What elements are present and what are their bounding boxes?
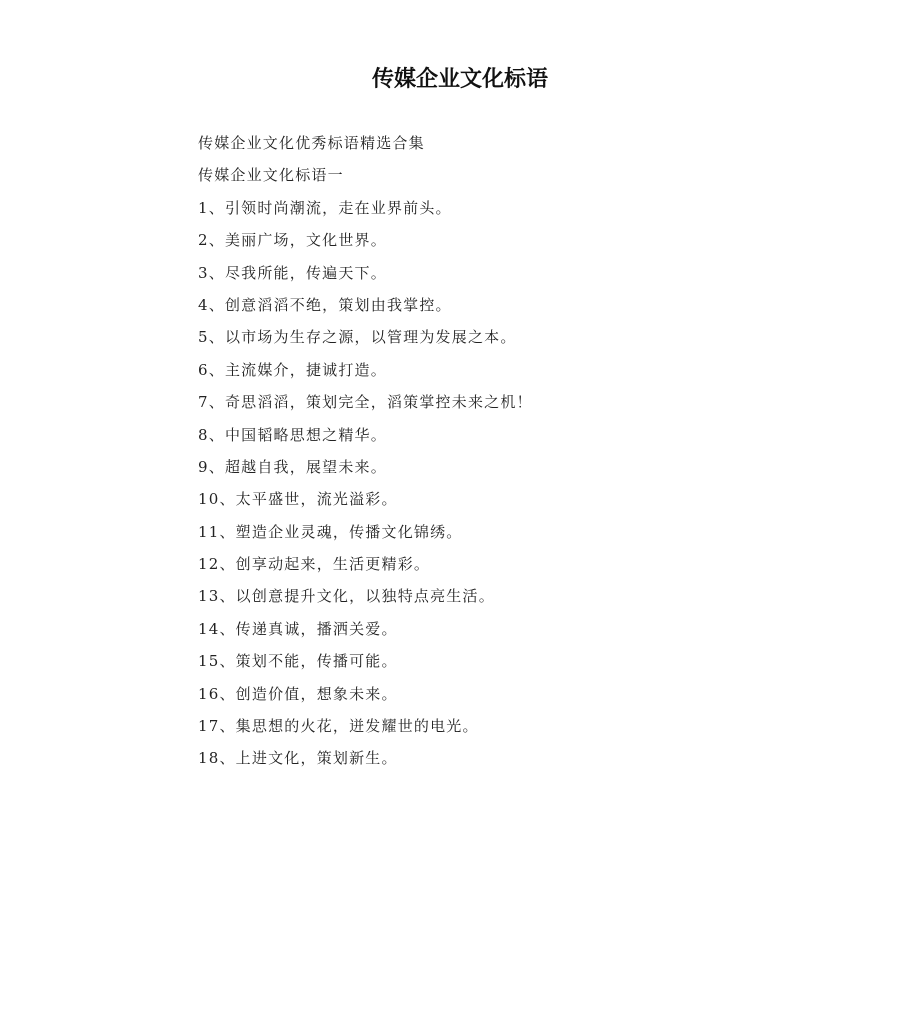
slogan-item: 16、创造价值，想象未来。 <box>198 684 398 703</box>
section-heading: 传媒企业文化标语一 <box>198 166 344 185</box>
slogan-item: 12、创享动起来，生活更精彩。 <box>198 555 431 574</box>
slogan-item: 4、创意滔滔不绝，策划由我掌控。 <box>198 295 452 314</box>
slogan-item: 11、塑造企业灵魂，传播文化锦绣。 <box>198 522 463 541</box>
slogan-item: 18、上进文化，策划新生。 <box>198 749 398 768</box>
slogan-item: 15、策划不能，传播可能。 <box>198 652 398 671</box>
slogan-item: 10、太平盛世，流光溢彩。 <box>198 490 398 509</box>
slogan-item: 3、尽我所能，传遍天下。 <box>198 263 387 282</box>
slogan-item: 7、奇思滔滔，策划完全，滔策掌控未来之机！ <box>198 393 533 412</box>
slogan-item: 9、超越自我，展望未来。 <box>198 457 387 476</box>
slogan-item: 5、以市场为生存之源，以管理为发展之本。 <box>198 328 517 347</box>
slogan-item: 2、美丽广场，文化世界。 <box>198 231 387 250</box>
page-title: 传媒企业文化标语 <box>371 67 548 92</box>
slogan-item: 14、传递真诚，播洒关爱。 <box>198 619 398 638</box>
slogan-item: 6、主流媒介，捷诚打造。 <box>198 360 387 379</box>
slogan-item: 13、以创意提升文化，以独特点亮生活。 <box>198 587 495 606</box>
slogan-item: 1、引领时尚潮流，走在业界前头。 <box>198 198 452 217</box>
document-body <box>198 127 758 775</box>
slogan-item: 8、中国韬略思想之精华。 <box>198 425 387 444</box>
slogan-list <box>198 192 758 775</box>
intro-line: 传媒企业文化优秀标语精选合集 <box>198 134 425 152</box>
slogan-item: 17、集思想的火花，迸发耀世的电光。 <box>198 717 479 736</box>
